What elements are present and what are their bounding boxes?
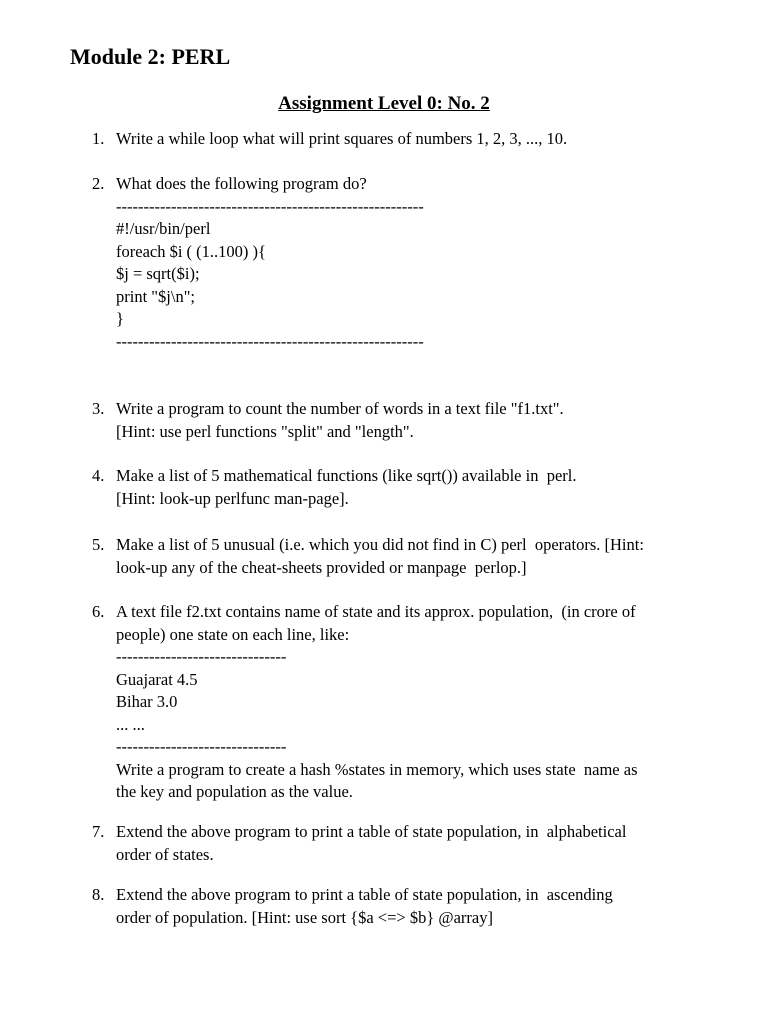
assignment-title: Assignment Level 0: No. 2 [278, 93, 490, 114]
question-number: 2. [92, 174, 105, 193]
module-title: Module 2: PERL [70, 44, 231, 69]
question-line: A text file f2.txt contains name of state and its approx. population, (in crore of [116, 602, 636, 621]
question-line: [Hint: look-up perlfunc man-page]. [116, 488, 349, 508]
question-number: 1. [92, 129, 105, 148]
question-line: Write a while loop what will print squares of numbers 1, 2, 3, ..., 10. [116, 129, 568, 148]
question-number: 6. [92, 602, 105, 621]
question-line: people) one state on each line, like: [116, 624, 350, 644]
question-number: 5. [92, 535, 105, 554]
question-number: 3. [92, 399, 105, 418]
question-text [116, 173, 716, 353]
question-text [116, 884, 716, 929]
code-line: foreach $i ( (1..100) ){ [116, 241, 266, 261]
question-line: Extend the above program to print a table of state population, in ascending [116, 885, 613, 904]
data-separator: ------------------------------- [116, 647, 287, 666]
code-line: #!/usr/bin/perl [116, 219, 211, 238]
code-separator: -------------------------------------------------------- [116, 331, 424, 351]
question-line: order of population. [Hint: use sort {$a <=> $b} @array] [116, 907, 493, 927]
data-line: Guajarat 4.5 [116, 669, 198, 689]
question-line: the key and population as the value. [116, 782, 353, 801]
question-line: Make a list of 5 mathematical functions (like sqrt()) available in perl. [116, 466, 577, 485]
question-number: 4. [92, 466, 105, 485]
question-line: Write a program to create a hash %states in memory, which uses state name as [116, 759, 638, 779]
code-line: print "$j\n"; [116, 286, 196, 306]
question-text [116, 398, 716, 443]
question-line: Make a list of 5 unusual (i.e. which you did not find in C) perl operators. [Hint: [116, 535, 644, 554]
question-line: Extend the above program to print a table of state population, in alphabetical [116, 822, 627, 841]
question-number: 8. [92, 885, 105, 904]
question-number: 7. [92, 822, 105, 841]
question-line: Write a program to count the number of words in a text file "f1.txt". [116, 399, 564, 418]
code-line: $j = sqrt($i); [116, 264, 200, 283]
question-text [116, 821, 716, 866]
question-text [116, 465, 716, 510]
question-text [116, 601, 716, 804]
data-line: ... ... [116, 714, 145, 734]
code-line: } [116, 309, 124, 328]
question-line: order of states. [116, 844, 214, 864]
data-line: Bihar 3.0 [116, 692, 178, 711]
question-text [116, 534, 716, 579]
code-separator: -------------------------------------------------------- [116, 196, 424, 216]
question-line: What does the following program do? [116, 174, 367, 193]
data-separator: ------------------------------- [116, 737, 287, 756]
question-text [116, 128, 716, 151]
question-line: look-up any of the cheat-sheets provided or manpage perlop.] [116, 557, 527, 577]
question-line: [Hint: use perl functions "split" and "length". [116, 421, 414, 441]
